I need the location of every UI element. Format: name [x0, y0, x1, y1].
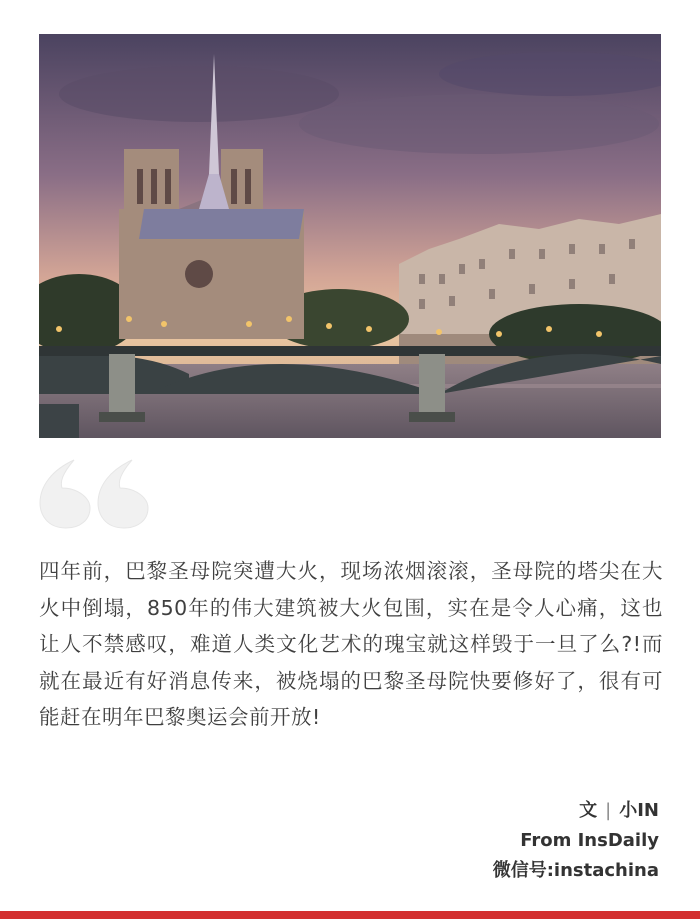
author-label: 文	[579, 800, 598, 821]
notre-dame-illustration	[39, 34, 661, 438]
quote-marks-icon	[38, 458, 150, 530]
author-separator: |	[605, 800, 612, 821]
wechat-id: 微信号:instachina	[492, 860, 659, 881]
author-line	[493, 796, 659, 826]
article-paragraph: 四年前，巴黎圣母院突遭大火，现场浓烟滚滚，圣母院的塔尖在大火中倒塌，850年的伟大建筑被大火包围，实在是令人心痛，这也让人不禁感叹，难道人类文化艺术的瑰宝就这样毁于一旦了么?!而就在最近有好消息传来，被烧塌的巴黎圣母院快要修好了，很有可能赶在明年巴黎奥运会前开放!	[39, 559, 663, 729]
author-name: 小IN	[619, 800, 659, 821]
accent-bar	[0, 911, 700, 919]
source-line: From InsDaily	[520, 830, 659, 851]
credits-block	[493, 796, 659, 886]
hero-photo	[39, 34, 661, 438]
